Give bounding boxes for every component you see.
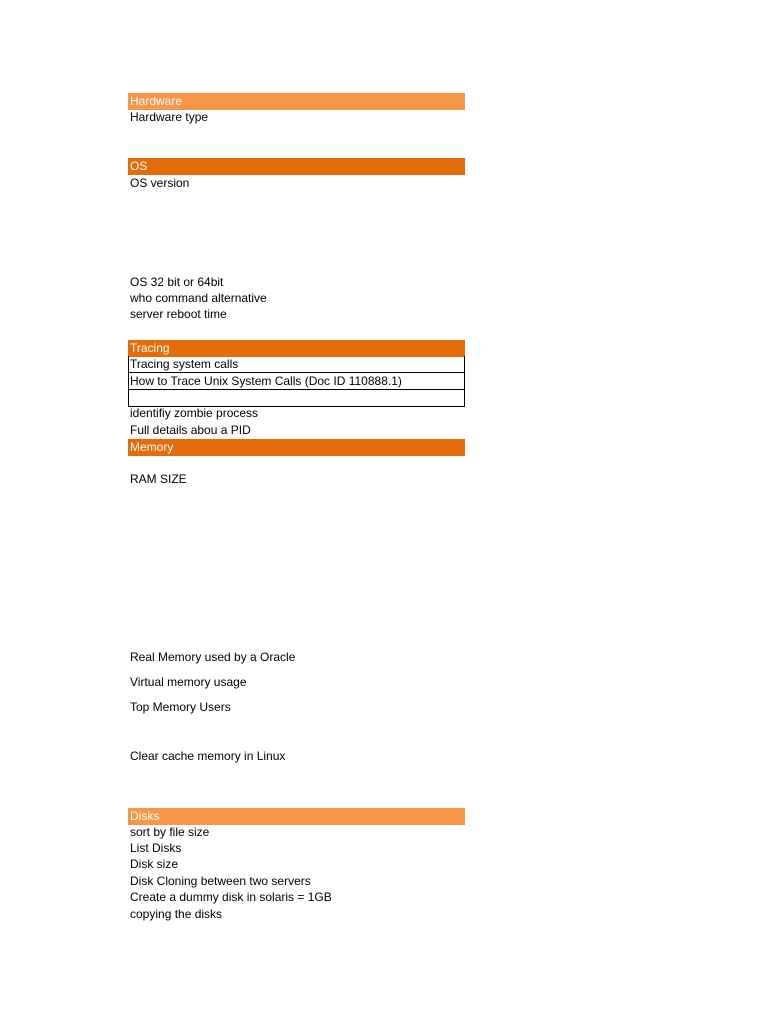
list-item: Full details abou a PID xyxy=(130,423,251,437)
list-item: Clear cache memory in Linux xyxy=(130,749,286,763)
list-item: Disk Cloning between two servers xyxy=(130,874,311,888)
list-item: Top Memory Users xyxy=(130,700,231,714)
list-item: copying the disks xyxy=(130,907,223,921)
list-item: Hardware type xyxy=(130,110,209,124)
list-item: How to Trace Unix System Calls (Doc ID 110888.1) xyxy=(128,373,465,390)
list-item: Tracing system calls xyxy=(128,356,465,373)
section-header-disks: Disks xyxy=(128,808,465,825)
list-item: identifiy zombie process xyxy=(130,406,259,420)
list-item: Disk size xyxy=(130,857,179,871)
list-item: List Disks xyxy=(130,841,182,855)
list-item: sort by file size xyxy=(130,825,210,839)
list-item: server reboot time xyxy=(130,307,227,321)
list-item: Virtual memory usage xyxy=(130,675,247,689)
list-item: RAM SIZE xyxy=(130,472,187,486)
list-item: Real Memory used by a Oracle xyxy=(130,650,296,664)
section-header-os: OS xyxy=(128,158,465,175)
list-item: Create a dummy disk in solaris = 1GB xyxy=(130,890,332,904)
list-item: OS version xyxy=(130,176,190,190)
section-header-tracing: Tracing xyxy=(128,340,465,357)
list-item: OS 32 bit or 64bit xyxy=(130,275,224,289)
section-header-memory: Memory xyxy=(128,439,465,456)
section-header-hardware: Hardware xyxy=(128,93,465,110)
list-item: who command alternative xyxy=(130,291,267,305)
